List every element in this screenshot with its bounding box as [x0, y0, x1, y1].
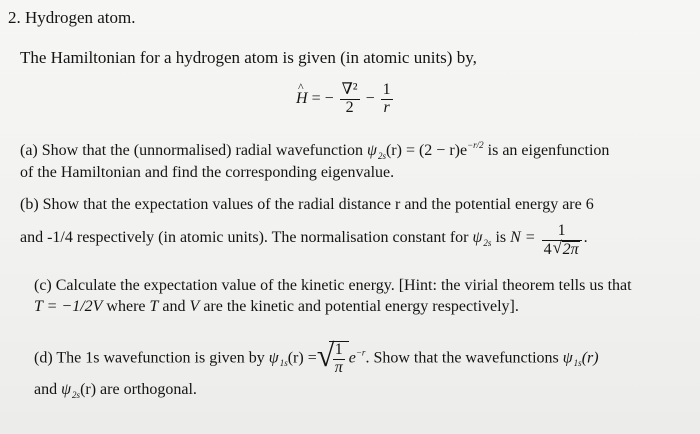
- hamiltonian-equation: [296, 82, 395, 117]
- den-coefficient: 4: [543, 240, 552, 258]
- part-c-line-2: [34, 298, 519, 316]
- fraction-numerator: ∇²: [341, 81, 358, 98]
- fraction-numerator: 1: [557, 222, 566, 239]
- psi-symbol: ψ: [472, 228, 483, 246]
- part-a-text: (a) Show that the (unnormalised) radial wavefunction: [20, 142, 363, 159]
- sqrt-body: 2π: [562, 240, 579, 258]
- coulomb-fraction: [381, 82, 393, 117]
- equation-equals: = −: [311, 89, 334, 107]
- equation-minus: −: [365, 89, 375, 107]
- wavefunction-expression: (r) = (2 − r)e: [385, 142, 468, 159]
- fraction-numerator: 1: [382, 81, 391, 98]
- one-over-pi-fraction: [333, 342, 345, 377]
- part-b-text: and -1/4 respectively (in atomic units). The normalisation constant for: [20, 228, 469, 246]
- psi-subscript: 2s: [377, 151, 386, 161]
- part-b-line-1: (b) Show that the expectation values of the radial distance r and the potential energy are 6: [20, 196, 594, 213]
- exponential-base: e: [348, 349, 356, 367]
- potential-symbol: V: [189, 298, 200, 315]
- fraction-numerator: 1: [334, 341, 343, 358]
- virial-equation: T = −1/2V: [34, 298, 103, 315]
- normalisation-symbol: N =: [510, 228, 536, 246]
- sqrt-symbol: √ $\frac{1}{\pi}$: [317, 341, 349, 377]
- fraction-denominator: 2: [340, 99, 360, 117]
- part-d-line-1: [34, 337, 599, 377]
- psi-symbol: ψ: [61, 381, 72, 398]
- part-d-text-mid: . Show that the wavefunctions: [365, 349, 559, 367]
- kinetic-symbol: T: [149, 298, 159, 315]
- wavefunction-expression: (r) =: [287, 349, 317, 367]
- intro-text: The Hamiltonian for a hydrogen atom is given (in atomic units) by,: [20, 48, 477, 67]
- and-word: and: [34, 381, 58, 398]
- sqrt-symbol: √ 2π: [552, 237, 579, 258]
- r-argument: (r): [581, 349, 599, 367]
- section-title: 2. Hydrogen atom.: [8, 8, 136, 27]
- psi-subscript: 2s: [483, 237, 492, 248]
- and-word: and: [162, 298, 186, 315]
- part-a-line-1: [20, 140, 609, 161]
- psi-subscript: 1s: [279, 358, 288, 369]
- period: .: [583, 228, 588, 246]
- psi-symbol: ψ: [367, 142, 377, 159]
- psi-subscript: 1s: [573, 358, 582, 369]
- psi-symbol: ψ: [268, 349, 279, 367]
- part-b-line-2: [20, 223, 588, 259]
- exponent: −r: [355, 347, 366, 358]
- exponent: −r/2: [467, 140, 484, 150]
- part-c-text-end: are the kinetic and potential energy respectively].: [203, 298, 519, 315]
- is-word: is: [495, 228, 507, 246]
- psi-symbol: ψ: [562, 349, 573, 367]
- part-a-line-2: of the Hamiltonian and find the corresponding eigenvalue.: [20, 164, 395, 181]
- part-d-text: (d) The 1s wavefunction is given by: [34, 349, 265, 367]
- psi-subscript: 2s: [72, 390, 81, 400]
- part-a-text-end: is an eigenfunction: [487, 142, 610, 159]
- fraction-denominator: r: [381, 99, 393, 117]
- fraction-denominator: [542, 237, 582, 259]
- part-c-line-1: (c) Calculate the expectation value of the kinetic energy. [Hint: the virial theorem tells us that: [34, 277, 632, 294]
- normalisation-fraction: [542, 223, 582, 259]
- hamiltonian-symbol: ^ H: [296, 90, 308, 108]
- part-d-text-end: (r) are orthogonal.: [80, 381, 197, 398]
- laplacian-fraction: [340, 82, 360, 117]
- part-d-line-2: [34, 381, 197, 400]
- where-word: where: [106, 298, 146, 315]
- fraction-denominator: π: [334, 358, 343, 376]
